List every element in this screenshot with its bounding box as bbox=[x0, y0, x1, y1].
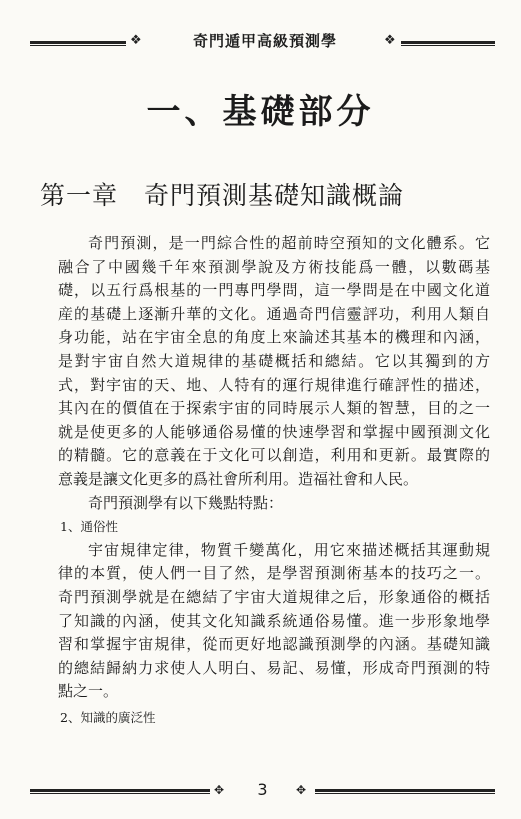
ornament-icon: ❖ bbox=[384, 33, 396, 48]
paragraph-line: 奇門預測學有以下幾點特點： bbox=[88, 493, 284, 512]
running-header bbox=[30, 30, 495, 54]
paragraph-line: 奇門預測學就是在總結了宇宙大道規律之后，形象通俗的概括 bbox=[58, 587, 490, 606]
page-number: 3 bbox=[257, 780, 268, 799]
paragraph-line: 式，對宇宙的天、地、人特有的運行規律進行確評性的描述， bbox=[58, 375, 490, 394]
section-subheading: 1、通俗性 bbox=[60, 519, 118, 535]
paragraph-line: 點之一。 bbox=[58, 682, 119, 701]
paragraph-line: 的精髓。它的意義在于文化可以創造，利用和更新。最實際的 bbox=[58, 446, 490, 465]
paragraph-line: 奇門預測，是一門綜合性的超前時空預知的文化體系。它 bbox=[88, 234, 490, 252]
part-title: 一、基礎部分 bbox=[146, 92, 375, 132]
paragraph-line: 意義是讓文化更多的爲社會所利用。造福社會和人民。 bbox=[58, 469, 419, 488]
chapter-number: 第一章 bbox=[40, 181, 119, 210]
running-header-title: 奇門遁甲高級預測學 bbox=[192, 32, 337, 50]
paragraph-line: 習和掌握宇宙規律，從而更好地認識預測學的內涵。基礎知識 bbox=[58, 635, 490, 654]
chapter-heading bbox=[40, 180, 500, 212]
section-subheading: 2、知識的廣泛性 bbox=[60, 709, 156, 725]
paragraph-line: 是對宇宙自然大道規律的基礎概括和總結。它以其獨到的方 bbox=[58, 351, 490, 370]
footer-rule-right bbox=[315, 789, 495, 794]
header-rule-left bbox=[30, 41, 126, 46]
paragraph-line: 就是使更多的人能够通俗易懂的快速學習和掌握中國預測文化 bbox=[58, 422, 490, 441]
paragraph-line: 的總結歸納力求使人人明白、易記、易懂，形成奇門預測的特 bbox=[58, 658, 490, 677]
body-text bbox=[58, 232, 490, 729]
paragraph-line: 融合了中國幾千年來預測學說及方術技能爲一體，以數碼基 bbox=[58, 257, 490, 276]
paragraph-line: 身功能，站在宇宙全息的角度上來論述其基本的機理和內涵， bbox=[58, 328, 490, 347]
ornament-icon: ✥ bbox=[296, 783, 307, 797]
paragraph-line: 其內在的價值在于探索宇宙的同時展示人類的智慧，目的之一 bbox=[58, 399, 490, 418]
ornament-icon: ❖ bbox=[130, 33, 142, 48]
ornament-icon: ✥ bbox=[214, 783, 225, 797]
paragraph-line: 礎，以五行爲根基的一門專門學問，這一學問是在中國文化道 bbox=[58, 281, 490, 300]
page-footer bbox=[30, 780, 495, 802]
footer-rule-left bbox=[30, 789, 210, 794]
paragraph-line: 宇宙規律定律，物質千變萬化，用它來描述概括其運動規 bbox=[88, 540, 490, 559]
paragraph-line: 産的基礎上逐漸升華的文化。通過奇門信靈評功，利用人類自 bbox=[58, 304, 490, 323]
paragraph-line: 了知識的內涵，使其文化知識系統通俗易懂。進一步形象地學 bbox=[58, 611, 490, 630]
paragraph-line: 律的本質，使人們一目了然，是學習預測術基本的技巧之一。 bbox=[58, 564, 490, 583]
header-rule-right bbox=[401, 41, 495, 46]
chapter-title: 奇門預測基礎知識概論 bbox=[144, 181, 405, 210]
